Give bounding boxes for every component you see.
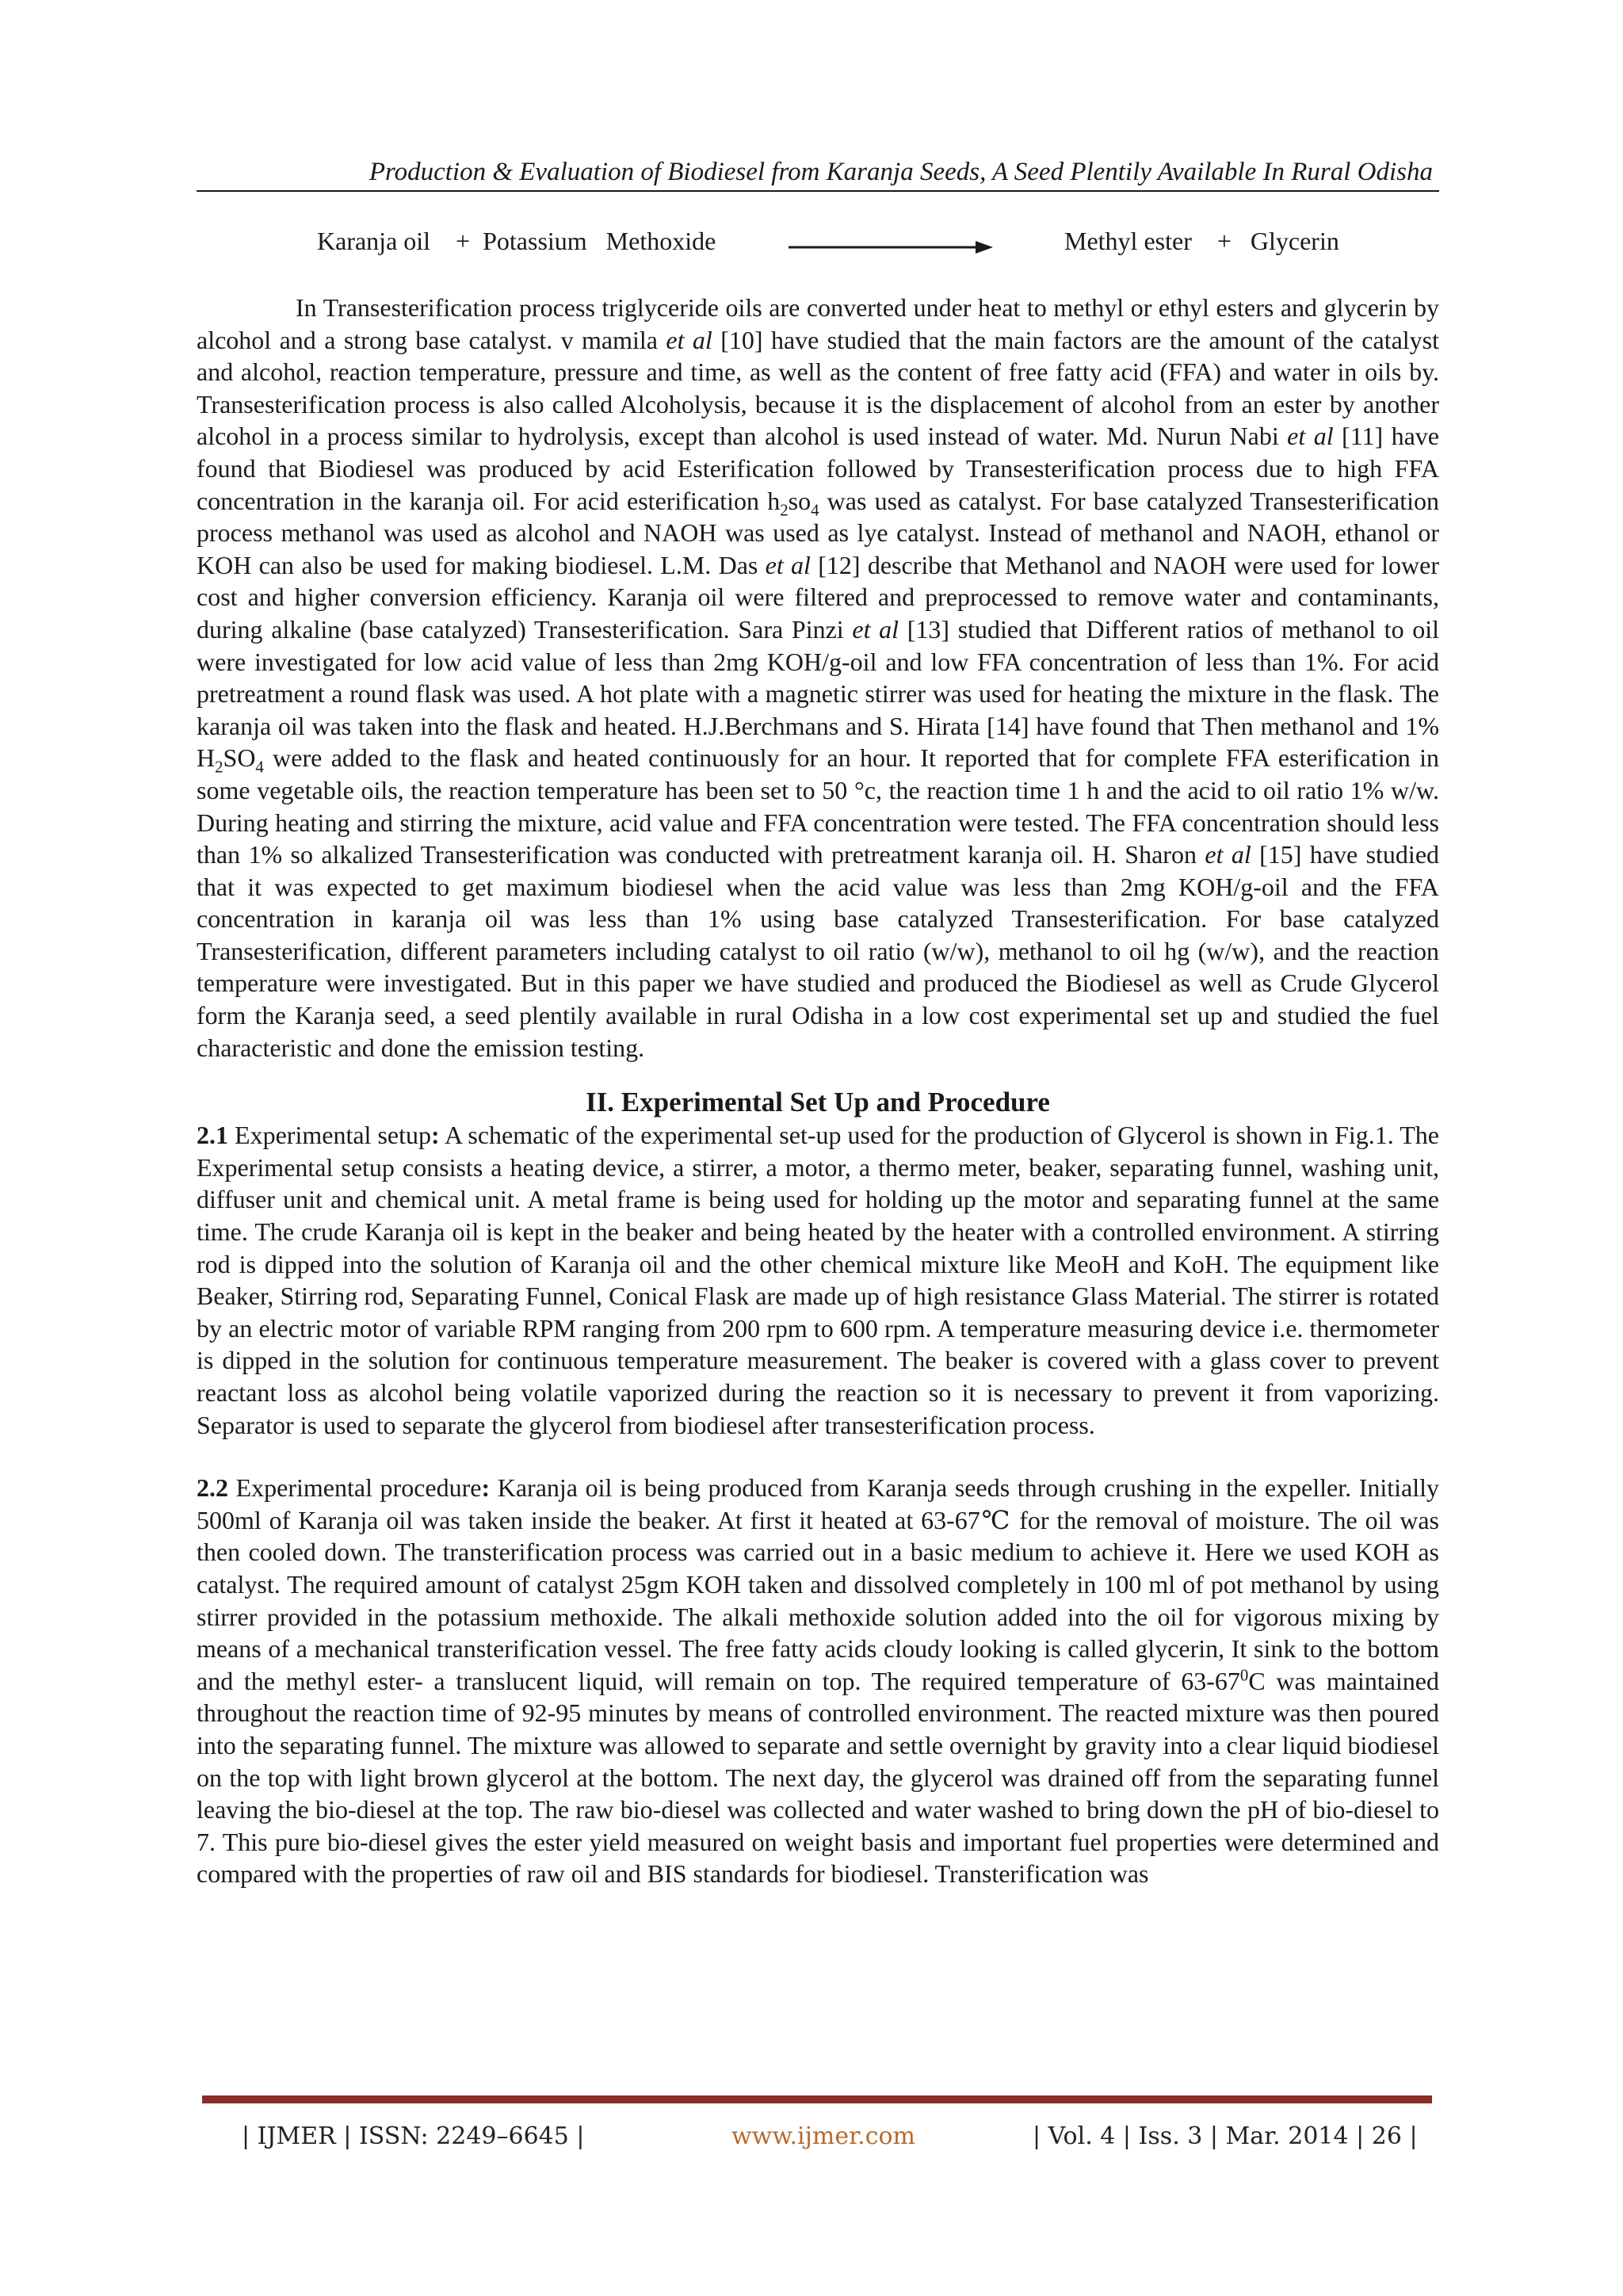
text-run: In Transesterification process triglyceride oils are converted under heat to methyl or ethyl esters and glycerin by alcohol and a strong base catalyst. v mamila (197, 293, 1439, 354)
subsection-title: Experimental procedure (228, 1473, 482, 1503)
footer-volume-info: | Vol. 4 | Iss. 3 | Mar. 2014 | 26 | (1033, 2122, 1418, 2150)
text-run: [13] studied that Different ratios of methanol to oil were investigated for low acid value of less than 2mg KOH/g-oil and low FFA concentration of less than 1%. For acid pretreatment a round flask was used. A hot plate with a magnetic stirrer was used for heating the mixture in the flask. The karanja oil was taken into the flask and heated. H.J.Berchmans and S. Hirata [14] have found that Then methanol and 1% H (197, 614, 1440, 773)
subscript: 2 (215, 758, 223, 777)
subscript: 4 (811, 500, 819, 519)
superscript: 0 (1239, 1666, 1249, 1685)
text-run: [11] have found that Biodiesel was produced by acid Esterification followed by Transesterification process due to high FFA concentration in the karanja oil. For acid esterification h (197, 422, 1440, 515)
setup-paragraph (197, 1119, 1439, 1441)
running-title: Production & Evaluation of Biodiesel from Karanja Seeds, A Seed Plentily Available In Rural Odisha (369, 158, 1433, 186)
text-run: [10] have studied that the main factors are the amount of the catalyst and alcohol, reaction temperature, pressure and time, as well as the content of free fatty acid (FFA) and water in oils by. Transesterification process is also called Alcoholysis, because it is the displacement of alcohol from an ester by another alcohol in a process similar to hydrolysis, except than alcohol is used instead of water. Md. Nurun Nabi (197, 325, 1440, 451)
citation-etal: et al (765, 550, 811, 579)
reaction-equation (197, 225, 1439, 260)
reaction-arrow-icon (789, 239, 995, 255)
text-run: SO (223, 743, 256, 773)
subsection-title: Experimental setup (228, 1121, 432, 1150)
spacer (197, 1064, 1439, 1086)
body-text (197, 292, 1439, 1890)
citation-etal: et al (852, 614, 899, 644)
text-run: [12] describe that Methanol and NAOH were used for lower cost and higher conversion efficiency. Karanja oil were filtered and preprocessed to remove water and contaminants, during alkaline (base catalyzed) Transesterification. Sara Pinzi (197, 550, 1440, 644)
footer-website-link[interactable]: www.ijmer.com (731, 2122, 916, 2150)
text-run: were added to the flask and heated continuously for an hour. It reported that for complete FFA esterification in some vegetable oils, the reaction temperature has been set to 50 °c, the reaction time 1 h and the acid to oil ratio 1% w/w. During heating and stirring the mixture, acid value and FFA concentration were tested. The FFA concentration should less than 1% so alkalized Transesterification was conducted with pretreatment karanja oil. H. Sharon (197, 743, 1439, 869)
citation-etal: et al (1287, 422, 1334, 451)
text-run: [15] have studied that it was expected to get maximum biodiesel when the acid value was less than 2mg KOH/g-oil and the FFA concentration in karanja oil was less than 1% using base catalyzed Transesterification. For base catalyzed Transesterification, different parameters including catalyst to oil ratio (w/w), methanol to oil hg (w/w), and the reaction temperature were investigated. But in this paper we have studied and produced the Biodiesel as well as Crude Glycerol form the Karanja seed, a seed plentily available in rural Odisha in a low cost experimental set up and studied the fuel characteristic and done the emission testing. (197, 840, 1440, 1062)
subsection-number: 2.2 (197, 1473, 228, 1503)
subsection-colon: : (481, 1473, 491, 1503)
subscript: 2 (780, 500, 789, 519)
subscript: 4 (255, 758, 264, 777)
header-rule (197, 190, 1439, 192)
equation-reactants: Karanja oil + Potassium Methoxide (317, 227, 716, 255)
page-footer (202, 2119, 1432, 2157)
subsection-colon: : (431, 1121, 440, 1150)
text-run: Karanja oil is being produced from Karanja seeds through crushing in the expeller. Initially 500ml of Karanja oil was taken inside the beaker. At first it heated at 63-67℃ for the removal of moisture. The oil was then cooled down. The transterification process was carried out in a basic medium to achieve it. Here we used KOH as catalyst. The required amount of catalyst 25gm KOH taken and dissolved completely in 100 ml of pot methanol by using stirrer provided in the potassium methoxide. The alkali methoxide solution added into the oil for vigorous mixing by means of a mechanical transterification vessel. The free fatty acids cloudy looking is called glycerin, It sink to the bottom and the methyl ester- a translucent liquid, will remain on top. The required temperature of 63-67 (197, 1473, 1440, 1695)
spacer (197, 1441, 1439, 1472)
citation-etal: et al (666, 325, 712, 354)
subsection-number: 2.1 (197, 1121, 228, 1150)
footer-journal-issn: | IJMER | ISSN: 2249–6645 | (242, 2122, 585, 2150)
equation-products: Methyl ester + Glycerin (1064, 227, 1339, 255)
intro-paragraph (197, 292, 1439, 1064)
text-run: C was maintained throughout the reaction time of 92-95 minutes by means of controlled environment. The reacted mixture was then poured into the separating funnel. The mixture was allowed to separate and settle overnight by gravity into a clear liquid biodiesel on the top with light brown glycerol at the bottom. The next day, the glycerol was drained off from the separating funnel leaving the bio-diesel at the top. The raw bio-diesel was collected and water washed to bring down the pH of bio-diesel to 7. This pure bio-diesel gives the ester yield measured on weight basis and important fuel properties were determined and compared with the properties of raw oil and BIS standards for biodiesel. Transterification was (197, 1666, 1440, 1889)
text-run: so (788, 486, 812, 515)
citation-etal: et al (1205, 840, 1251, 869)
footer-bar (202, 2095, 1432, 2103)
text-run: was used as catalyst. For base catalyzed Transesterification process methanol was used as alcohol and NAOH was used as lye catalyst. Instead of methanol and NAOH, ethanol or KOH can also be used for making biodiesel. L.M. Das (197, 486, 1439, 579)
procedure-paragraph (197, 1472, 1439, 1890)
text-run: A schematic of the experimental set-up used for the production of Glycerol is shown in Fig.1. The Experimental setup consists a heating device, a stirrer, a motor, a thermo meter, beaker, separating funnel, washing unit, diffuser unit and chemical unit. A metal frame is being used for holding up the motor and separating funnel at the same time. The crude Karanja oil is kept in the beaker and being heated by the heater with a controlled environment. A stirring rod is dipped into the solution of Karanja oil and the other chemical mixture like MeoH and KoH. The equipment like Beaker, Stirring rod, Separating Funnel, Conical Flask are made up of high resistance Glass Material. The stirrer is rotated by an electric motor of variable RPM ranging from 200 rpm to 600 rpm. A temperature measuring device i.e. thermometer is dipped in the solution for continuous temperature measurement. The beaker is covered with a glass cover to prevent reactant loss as alcohol being volatile vaporized during the reaction so it is necessary to prevent it from vaporizing. Separator is used to separate the glycerol from biodiesel after transesterification process. (197, 1121, 1440, 1439)
section-heading: II. Experimental Set Up and Procedure (586, 1087, 1050, 1118)
